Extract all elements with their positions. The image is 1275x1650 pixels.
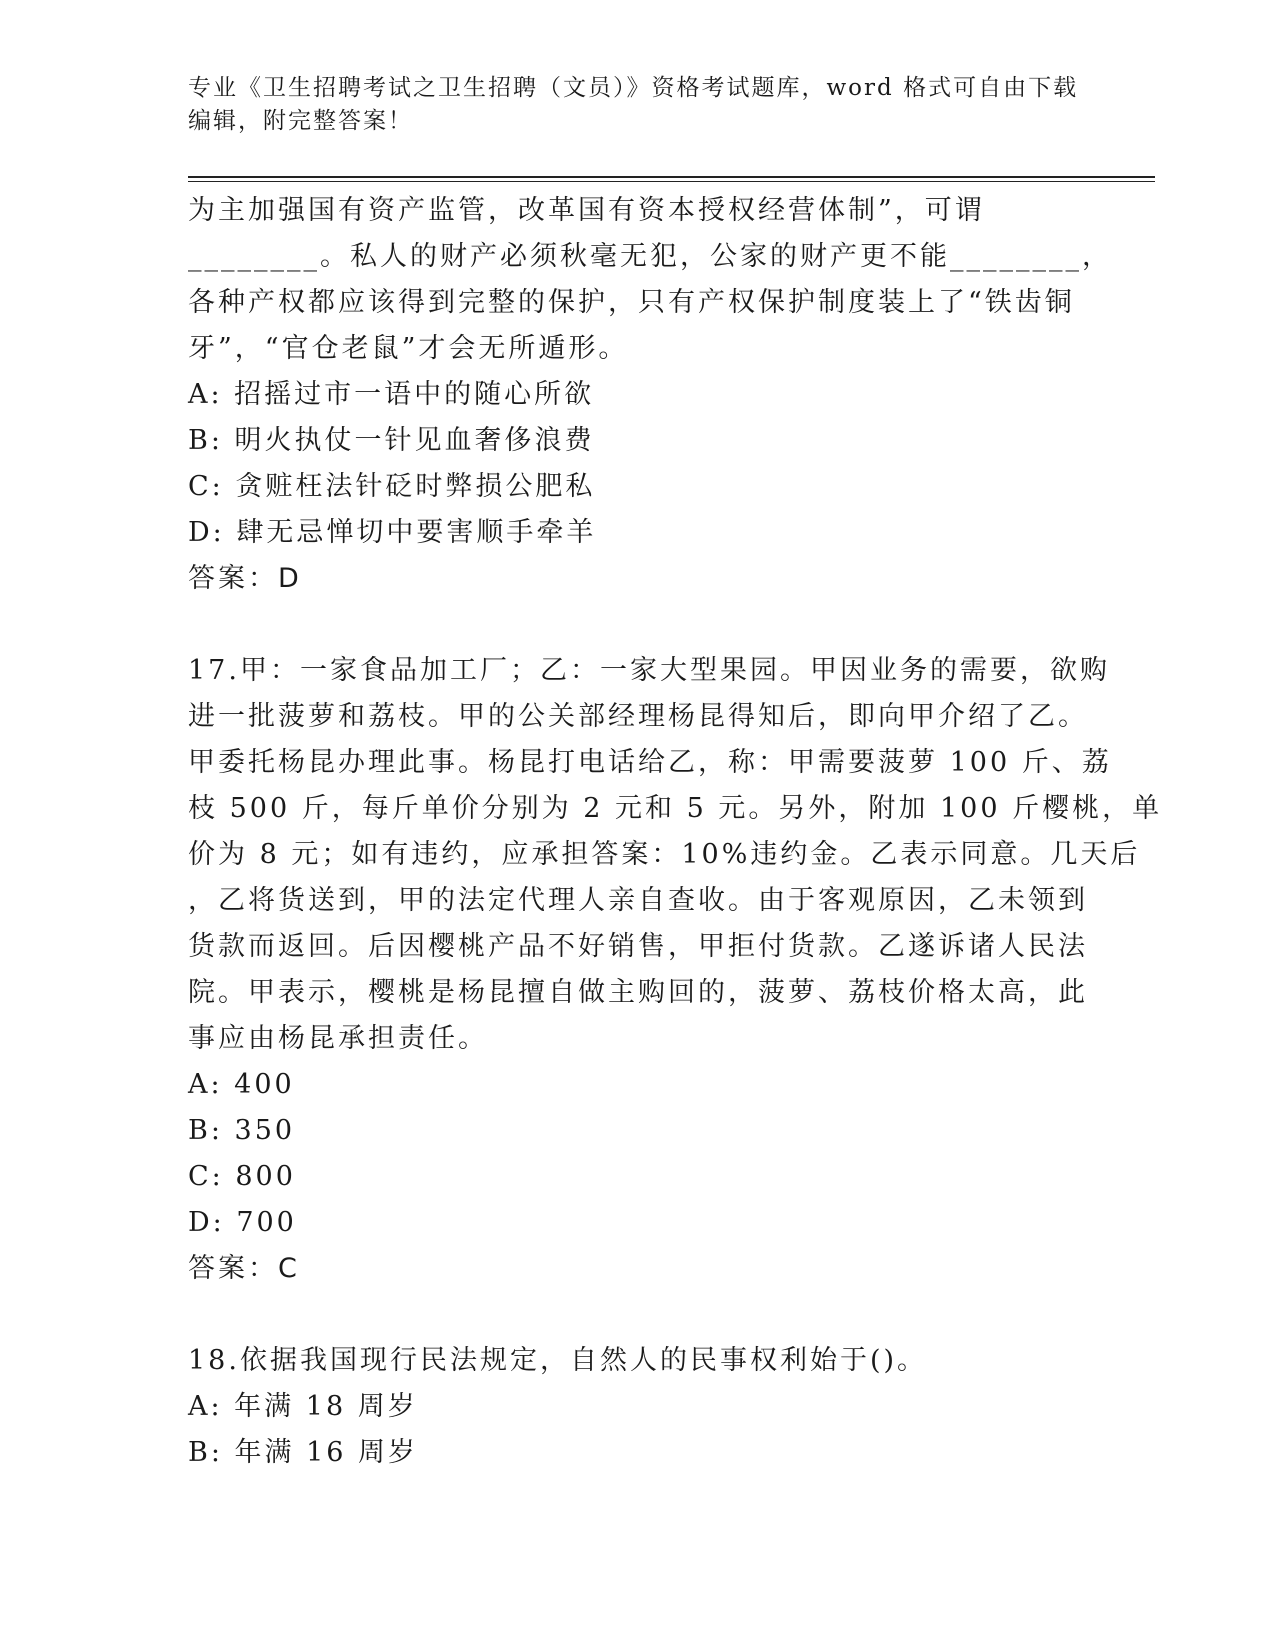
option-d: D: 700	[188, 1207, 297, 1238]
question-16	[188, 188, 1112, 602]
question-stem-line: 甲委托杨昆办理此事。杨昆打电话给乙，称：甲需要菠萝 100 斤、荔	[188, 747, 1112, 778]
question-stem-line: 牙”，“官仓老鼠”才会无所遁形。	[188, 333, 629, 364]
document-body	[188, 188, 1163, 1476]
question-stem-line: 货款而返回。后因樱桃产品不好销售，甲拒付货款。乙遂诉诸人民法	[188, 931, 1088, 962]
question-stem-line: 枝 500 斤，每斤单价分别为 2 元和 5 元。另外，附加 100 斤樱桃，单	[188, 793, 1163, 824]
header-line-1: 专业《卫生招聘考试之卫生招聘（文员）》资格考试题库，word 格式可自由下载	[188, 75, 1079, 101]
option-a: A: 400	[188, 1069, 295, 1100]
question-stem-line: 进一批菠萝和荔枝。甲的公关部经理杨昆得知后，即向甲介绍了乙。	[188, 701, 1088, 732]
option-b: B: 350	[188, 1115, 296, 1146]
option-d: D: 肆无忌惮切中要害顺手牵羊	[188, 517, 597, 548]
option-b: B: 年满 16 周岁	[188, 1437, 419, 1468]
answer-line: 答案：C	[188, 1253, 300, 1284]
question-stem-line: ________。私人的财产必须秋毫无犯，公家的财产更不能________，	[188, 241, 1112, 272]
question-stem-line: 院。甲表示，樱桃是杨昆擅自做主购回的，菠萝、荔枝价格太高，此	[188, 977, 1088, 1008]
option-c: C: 贪赃枉法针砭时弊损公肥私	[188, 471, 596, 502]
spacer	[188, 602, 1088, 648]
spacer	[188, 1292, 1088, 1338]
option-b: B: 明火执仗一针见血奢侈浪费	[188, 425, 595, 456]
question-stem-line: 各种产权都应该得到完整的保护，只有产权保护制度装上了“铁齿铜	[188, 287, 1075, 318]
question-stem-line: 17.甲：一家食品加工厂；乙：一家大型果园。甲因业务的需要，欲购	[188, 655, 1110, 686]
question-17	[188, 648, 1163, 1292]
option-a: A: 招摇过市一语中的随心所欲	[188, 379, 595, 410]
header-divider	[188, 176, 1155, 182]
answer-line: 答案：D	[188, 563, 302, 594]
question-stem-line: 18.依据我国现行民法规定，自然人的民事权利始于()。	[188, 1345, 928, 1376]
option-c: C: 800	[188, 1161, 296, 1192]
header-line-2: 编辑，附完整答案！	[188, 108, 413, 134]
question-stem-line: 事应由杨昆承担责任。	[188, 1023, 488, 1054]
document-header	[188, 72, 1088, 138]
option-a: A: 年满 18 周岁	[188, 1391, 418, 1422]
question-stem-line: 为主加强国有资产监管，改革国有资本授权经营体制”，可谓	[188, 195, 985, 226]
question-18	[188, 1338, 1088, 1476]
question-stem-line: 价为 8 元；如有违约，应承担答案：10%违约金。乙表示同意。几天后	[188, 839, 1141, 870]
question-stem-line: ，乙将货送到，甲的法定代理人亲自查收。由于客观原因，乙未领到	[188, 885, 1088, 916]
